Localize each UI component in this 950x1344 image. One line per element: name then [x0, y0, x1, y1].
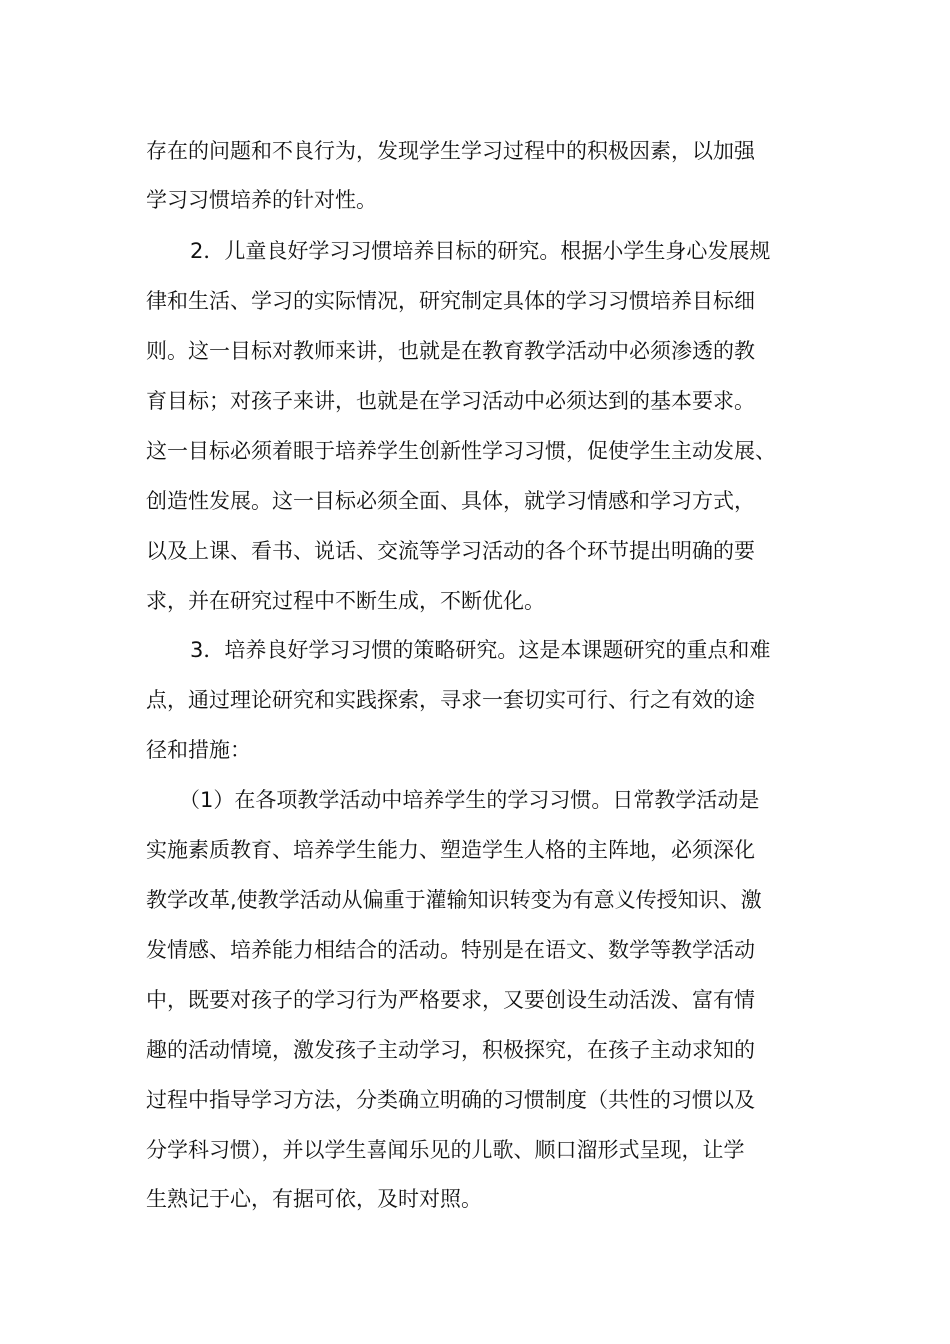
text-line: 律和生活、学习的实际情况，研究制定具体的学习习惯培养目标细 — [146, 289, 755, 313]
text-line: 点，通过理论研究和实践探索，寻求一套切实可行、行之有效的途 — [146, 688, 755, 712]
text-line: 以及上课、看书、说话、交流等学习活动的各个环节提出明确的要 — [146, 539, 755, 563]
text-line: 中，既要对孩子的学习行为严格要求，又要创设生动活泼、富有情 — [146, 988, 755, 1012]
text-line: 趣的活动情境，激发孩子主动学习，积极探究，在孩子主动求知的 — [146, 1038, 755, 1062]
text-line: （1）在各项教学活动中培养学生的学习习惯。日常教学活动是 — [179, 788, 760, 812]
text-line: 实施素质教育、培养学生能力、塑造学生人格的主阵地，必须深化 — [146, 838, 755, 862]
text-line: 径和措施： — [146, 738, 251, 762]
text-line: 3．培养良好学习习惯的策略研究。这是本课题研究的重点和难 — [190, 638, 771, 662]
text-line: 教学改革,使教学活动从偏重于灌输知识转变为有意义传授知识、激 — [146, 888, 762, 912]
text-line: 分学科习惯），并以学生喜闻乐见的儿歌、顺口溜形式呈现，让学 — [146, 1138, 745, 1162]
text-line: 育目标；对孩子来讲，也就是在学习活动中必须达到的基本要求。 — [146, 389, 755, 413]
text-line: 学习习惯培养的针对性。 — [146, 188, 377, 212]
text-line: 则。这一目标对教师来讲，也就是在教育教学活动中必须渗透的教 — [146, 339, 755, 363]
text-line: 2．儿童良好学习习惯培养目标的研究。根据小学生身心发展规 — [190, 239, 771, 263]
text-line: 求，并在研究过程中不断生成，不断优化。 — [146, 589, 545, 613]
text-line: 过程中指导学习方法，分类确立明确的习惯制度（共性的习惯以及 — [146, 1088, 755, 1112]
text-line: 创造性发展。这一目标必须全面、具体，就学习情感和学习方式， — [146, 489, 755, 513]
text-line: 生熟记于心，有据可依，及时对照。 — [146, 1187, 482, 1211]
text-line: 这一目标必须着眼于培养学生创新性学习习惯，促使学生主动发展、 — [146, 439, 776, 463]
text-line: 存在的问题和不良行为，发现学生学习过程中的积极因素，以加强 — [146, 139, 755, 163]
text-line: 发情感、培养能力相结合的活动。特别是在语文、数学等教学活动 — [146, 938, 755, 962]
